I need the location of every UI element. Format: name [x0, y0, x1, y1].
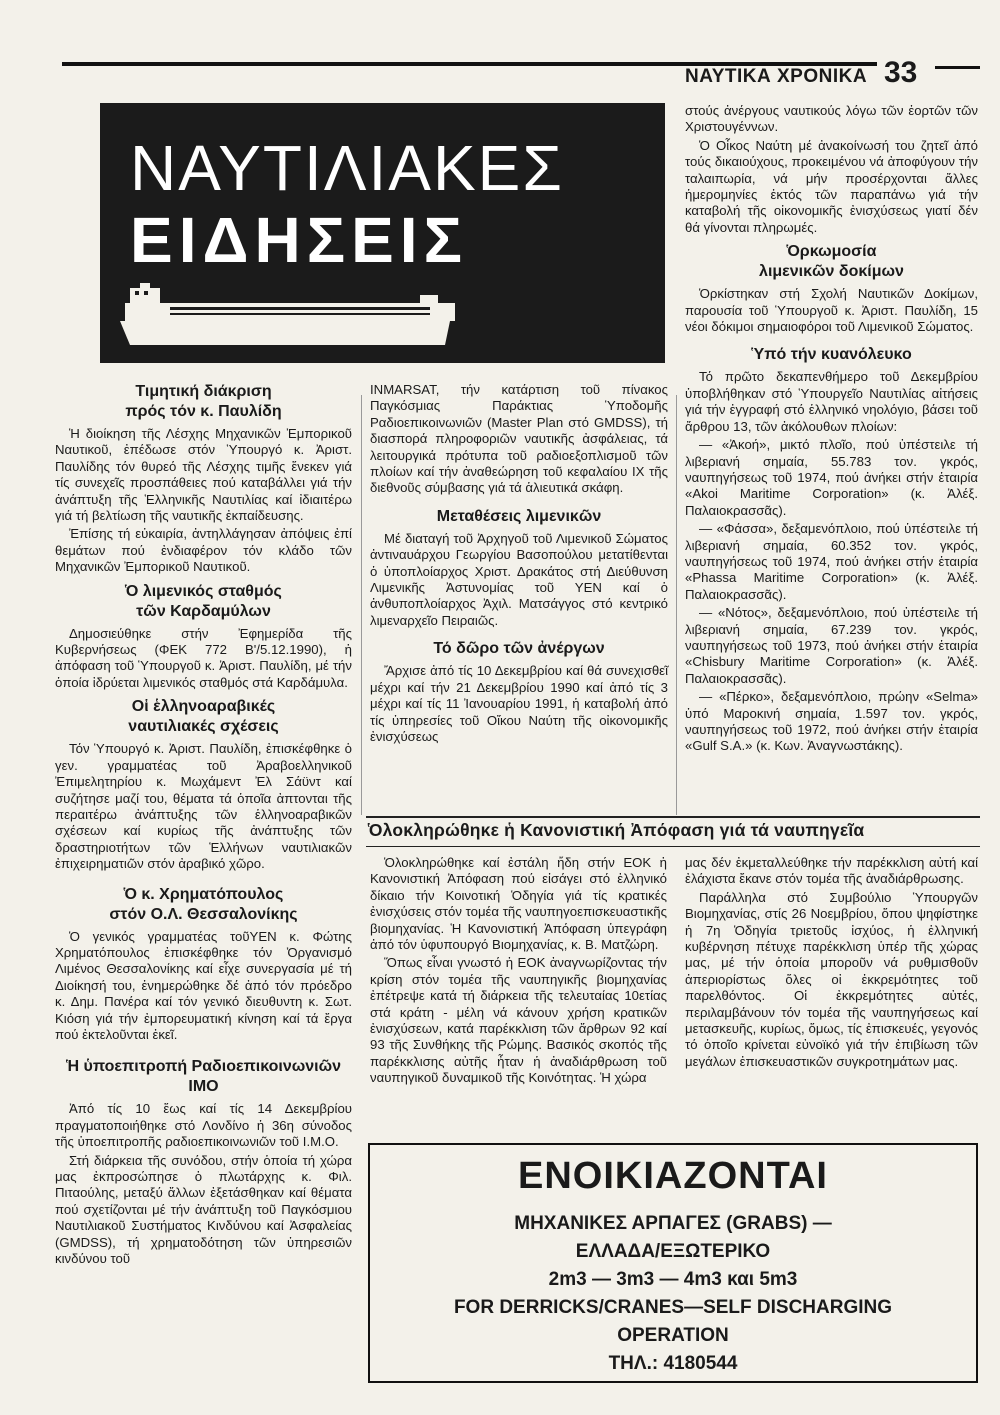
article-paragraph: Ὁλοκληρώθηκε καί ἐστάλη ἤδη στήν ΕΟΚ ἡ Κανονιστική Ἀπόφαση πού εἰσάγει στό ἑλληνικό δίκαιο τήν Κοινοτική Ὁδηγία γιά τίς κρατικές ἐνισχύσεις στόν τομέα τῆς ναυπηγοεπισκευαστικῆς βιομηχανίας. Ἡ Κανονιστική Ἀπόφαση ὑπεγράφη ἀπό τόν ὑφυπουργό Βιομηχανίας, κ. Β. Ματζώρη. — [370, 855, 667, 953]
headline-doro-anergon: Τό δῶρο τῶν ἀνέργων — [433, 640, 605, 658]
article-paragraph: Δημοσιεύθηκε στήν Ἐφημερίδα τῆς Κυβερνήσεως (ΦΕΚ 772 Β'/5.12.1990), ἡ ἀπόφαση τοῦ Ὑπουργοῦ κ. Ἀριστ. Παυλίδη, μέ τήν ὁποία ἱδρύεται λιμενικός σταθμός στά Καρδάμυλα. — [55, 625, 352, 690]
article-paragraph: Ὁρκίστηκαν στή Σχολή Ναυτικῶν Δοκίμων, παρουσία τοῦ Ὑπουργοῦ κ. Ἀριστ. Παυλίδη, 15 νέοι δόκιμοι σημαιοφόροι τοῦ Λιμενικοῦ Σώματος. — [685, 286, 978, 335]
article-paragraph: Τό πρῶτο δεκαπενθήμερο τοῦ Δεκεμβρίου ὑποβλήθηκαν στό Ὑπουργεῖο Ναυτιλίας αἰτήσεις γιά τήν ἐγγραφή στό ἑλληνικό νηολόγιο, βάσει τοῦ ἄρθρου 13, τῶν ἀκόλουθων πλοίων: — [685, 369, 978, 434]
article-paragraph: Ἀπό τίς 10 ἕως καί τίς 14 Δεκεμβρίου πραγματοποιήθηκε στό Λονδίνο ἡ 36η σύνοδος τῆς ὑποεπιτροπῆς ραδιοεπικοινωνιῶν τοῦ Ι.Μ.Ο. — [55, 1101, 352, 1150]
classified-ad — [368, 1143, 978, 1383]
ship-list-item: — «Νότος», δεξαμενόπλοιο, πού ὑπέστειλε τή λιβεριανή σημαία, 67.239 τον. γκρός, ναυπηγήσεως τοῦ 1973, πού ἀνήκει στήν ἑταιρία «Chisbury Maritime Corporation» (κ. Ἀλέξ. Παλαιοκρασσᾶς). — [685, 605, 978, 686]
headline-chrimatopoulos: Ὁ κ. Χρηματόπουλος στόν Ο.Λ. Θεσσαλονίκης — [109, 885, 298, 923]
headline-orkomosia: Ὁρκωμοσία λιμενικῶν δοκίμων — [759, 243, 904, 281]
article-paragraph: INMARSAT, τήν κατάρτιση τοῦ πίνακος Παγκόσμιας Παράκτιας Ὑποδομῆς Ραδιοεπικοινωνιῶν (Master Plan στό GMDSS), τή διασπορά πληροφοριῶν ναυτικῆς ἀσφάλειας, τά λειτουργικά πρότυπα τοῦ ραδιοεξοπλισμοῦ τῶν πλοίων καί τήν ἀναθεώρηση τοῦ κεφαλαίου ΙΧ τῆς διεθνοῦς σύμβασης γιά τά ἁλιευτικά σκάφη. — [370, 382, 668, 496]
article-paragraph: Ὅπως εἶναι γνωστό ἡ ΕΟΚ ἀναγνωρίζοντας τήν κρίση στόν τομέα τῆς ναυπηγικῆς βιομηχανίας ἐπέτρεψε κατά τή διάρκεια τῆς τελευταίας 10ετίας στά κράτη - μέλη νά κάνουν χρήση κρατικῶν ἐνισχύσεων, κατά παρέκκλιση τῶν ἄρθρων 92 καί 93 τῆς Συνθήκης τῆς Ρώμης. Βασικός σκοπός τῆς παρέκκλισης αὐτῆς ἦταν ἡ ἀναδιάρθρωση τοῦ ναυπηγικοῦ δυναμικοῦ τῆς Κοινότητας. Ἡ χώρα — [370, 955, 667, 1086]
column-3 — [685, 103, 978, 757]
ship-illustration — [100, 283, 665, 363]
ad-title: ΕΝΟΙΚΙΑΖΟΝΤΑΙ — [518, 1155, 828, 1197]
feature-rule-bottom — [366, 846, 980, 847]
ship-list-item: — «Πέρκο», δεξαμενόπλοιο, πρώην «Selma» ὑπό Μαροκινή σημαία, 1.597 τον. γκρός, ναυπηγήσεως τοῦ 1972, πού ἀνήκει στήν ἑταιρία «Gulf S.A.» (κ. Κων. Ἀναγνωστάκης). — [685, 689, 978, 754]
ad-phone: ΤΗΛ.: 4180544 — [608, 1353, 738, 1374]
column-2 — [370, 382, 668, 747]
header-rule-right — [935, 66, 980, 69]
headline-timitiki-diakrisi: Τιμητική διάκριση πρός τόν κ. Παυλίδη — [125, 383, 282, 420]
ad-line: ΕΛΛΑΔΑ/ΕΞΩΤΕΡΙΚΟ — [575, 1241, 771, 1262]
ad-line: FOR DERRICKS/CRANES—SELF DISCHARGING — [453, 1297, 893, 1318]
ad-line: OPERATION — [617, 1325, 729, 1346]
article-paragraph: Στή διάρκεια τῆς συνόδου, στήν ὁποία τή χώρα μας ἐκπροσώπησε ὁ πλωτάρχης κ. Φιλ. Πιταούλης, μεταξύ ἄλλων ἐξετάσθηκαν καί θέματα πού σχετίζονται μέ τήν ἀνάπτυξη τοῦ Παγκόσμιου Ναυτιλιακοῦ Συστήματος Κινδύνου καί Ἀσφαλείας (GMDSS), τή χρηματοδότηση τῶν ὑπηρεσιῶν κινδύνου τοῦ — [55, 1152, 352, 1267]
feature-headline: Ὁλοκληρώθηκε ἡ Κανονιστική Ἀπόφαση γιά τά ναυπηγεῖα — [368, 820, 865, 840]
feature-column-1 — [370, 855, 667, 1089]
article-paragraph: Ὁ Οἶκος Ναύτη μέ ἀνακοίνωσή του ζητεῖ ἀπό τούς δικαιούχους, προκειμένου νά ἀποφύγουν τήν ταλαιπωρία, νά μήν προσέρχονται ἄλλες ἡμερομηνίες ἐκτός τῶν παραπάνω γιά τήν καταβολή τῆς οἰκονομικῆς ἐνισχύσεως γιατί δέν θά γίνονται πληρωμές. — [685, 137, 978, 235]
headline-limenikos-stathmos: Ὁ λιμενικός σταθμός τῶν Καρδαμύλων — [125, 582, 282, 620]
headline-ypoepitropi-imo: Ἡ ὑποεπιτροπή Ραδιοεπικοινωνιῶν ΙΜΟ — [65, 1058, 342, 1096]
article-paragraph: Μέ διαταγή τοῦ Ἀρχηγοῦ τοῦ Λιμενικοῦ Σώματος ἀντιναυάρχου Γεωργίου Βασοπούλου μετατίθενται ὁ ὑποπλοίαρχος Χριστ. Δρακάτος στή Διεύθυνση Λιμενικῆς Ἀστυνομίας τοῦ ΥΕΝ καί ὁ ἀνθυποπλοίαρχος Ἀχιλ. Ματσάγγος στό κεντρικό λιμεναρχεῖο Πειραιῶς. — [370, 530, 668, 628]
feature-rule-top — [366, 816, 980, 818]
article-paragraph: Ἡ διοίκηση τῆς Λέσχης Μηχανικῶν Ἐμπορικοῦ Ναυτικοῦ, ἐπέδωσε στόν Ὑπουργό κ. Ἀριστ. Παυλίδης τόν θυρεό τῆς Λέσχης τιμῆς ἕνεκεν γιά τίς συνεχεῖς προσπάθειες πού καταβάλλει γιά τήν ἀνάπτυξη τῆς Ἑλληνικῆς Ναυτιλίας καί ἰδιαιτέρω γιά τή βελτίωση τῆς ναυτικῆς ἐκπαίδευσης. — [55, 426, 352, 524]
column-divider — [361, 395, 362, 815]
headline-metatheseis-limenikon: Μεταθέσεις λιμενικῶν — [436, 507, 602, 525]
headline-kyanoleyko: Ὑπό τήν κυανόλευκο — [751, 346, 912, 364]
article-paragraph: Ὁ γενικός γραμματέας τοῦΥΕΝ κ. Φώτης Χρηματόπουλος ἐπισκέφθηκε τόν Ὀργανισμό Λιμένος Θεσσαλονίκης καί εἶχε συνεργασία μέ τή Διοίκησή του, ἐνημερώθηκε δέ ἀπό τόν πρόεδρο κ. Δημ. Πανέρα καί τόν γενικό διευθυντη κ. Σωτ. Κιόση γιά τήν ἐμπορευματική κίνηση καί τά ἔργα πού ἐκτελοῦνται ἐκεῖ. — [55, 928, 352, 1042]
article-paragraph: Ἄρχισε ἀπό τίς 10 Δεκεμβρίου καί θά συνεχισθεῖ μέχρι καί τήν 21 Δεκεμβρίου 1990 καί ἀπό τίς 3 μέχρι καί τίς 11 Ἰανουαρίου 1991, ἡ καταβολή ἀπό τίς ὑπηρεσίες τοῦ Οἴκου Ναύτη τῆς οἰκονομικῆς ἐνισχύσεως — [370, 663, 668, 744]
article-paragraph: Τόν Ὑπουργό κ. Ἀριστ. Παυλίδη, ἐπισκέφθηκε ὁ γεν. γραμματέας τοῦ Ἀραβοελληνικοῦ Ἐπιμελητηρίου κ. Μωχάμεντ Ἐλ Σάϋντ καί συζήτησε μαζί του, θέματα τά ὁποῖα ἀπτονται τῆς περαιτέρω ἀνάπτυξης τῶν ἑλληνοαραβικῶν σχέσεων καί κυρίως τῆς ἀνάπτυξης τῶν δραστηριοτήτων τῶν Ἑλλήνων ναυτιλιακῶν ἐπιχειρηματιῶν στόν ἀραβικό χῶρο. — [55, 741, 352, 872]
article-paragraph: στούς ἀνέργους ναυτικούς λόγω τῶν ἑορτῶν τῶν Χριστουγέννων. — [685, 103, 978, 135]
ad-line: ΜΗΧΑΝΙΚΕΣ ΑΡΠΑΓΕΣ (GRABS) — — [514, 1213, 832, 1234]
page-number: 33 — [884, 56, 918, 89]
feature-column-2 — [685, 855, 978, 1072]
article-paragraph: Παράλληλα στό Συμβούλιο Ὑπουργῶν Βιομηχανίας, στίς 26 Νοεμβρίου, ὅπου ψηφίστηκε ἡ 7η Ὁδηγία τριετοῦς ἰσχύος, ἡ ἑλληνική κυβέρνηση πέτυχε παρέκκλιση ὑπέρ τῆς χώρας μας, μέ τήν ὁποία μποροῦν νά ρυθμισθοῦν ἀπεριορίστως ὅλες οἱ ἐκκρεμότητες τοῦ παρελθόντος. Οἱ ἐκκρεμότητες αὐτές, περιλαμβάνουν τόν τομέα τῆς ναυπηγήσεως καί μετασκευῆς, κυρίως, ὅμως, τίς ἐπισκευές, γεγονός τό ὁποῖο κρίνεται εὐνοϊκό γιά τήν ἐπιβίωση τῶν μεγάλων ἐπισκευαστικῶν συγκροτημάτων μας. — [685, 889, 978, 1069]
ship-list-item: — «Φάσσα», δεξαμενόπλοιο, πού ὑπέστειλε τή λιβεριανή σημαία, 60.352 τον. γκρός, ναυπηγήσεως τοῦ 1974, πού ἀνήκει στήν ἑταιρία «Phassa Maritime Corporation» (κ. Ἀλέξ. Παλαιοκρασσᾶς). — [685, 521, 978, 602]
section-title-box — [100, 103, 665, 363]
column-1 — [55, 382, 352, 1269]
section-title-line2: ΕΙΔΗΣΕΙΣ — [130, 204, 468, 276]
ad-line: 2m3 — 3m3 — 4m3 και 5m3 — [548, 1269, 798, 1290]
headline-ellinoaravikes-scheseis: Οἱ ἑλληνοαραβικές ναυτιλιακές σχέσεις — [128, 698, 279, 736]
column-divider — [676, 395, 677, 815]
article-paragraph: Ἐπίσης τή εὐκαιρία, ἀντηλλάγησαν ἀπόψεις ἐπί θεμάτων πού ἐνδιαφέρον τόν κλάδο τῶν Μηχανικῶν Ἐμπορικοῦ Ναυτικοῦ. — [55, 526, 352, 575]
section-title-line1: ΝΑΥΤΙΛΙΑΚΕΣ — [130, 132, 564, 204]
masthead-name: ΝΑΥΤΙΚΑ ΧΡΟΝΙΚΑ — [685, 66, 868, 87]
ship-list-item: — «Ἀκοή», μικτό πλοῖο, πού ὑπέστειλε τή λιβεριανή σημαία, 55.783 τον. γκρός, ναυπηγήσεως τοῦ 1974, πού ἀνήκει στήν ἑταιρία «Akoi Maritime Corporation» (κ. Ἀλέξ. Παλαιοκρασσᾶς). — [685, 437, 978, 518]
article-paragraph: μας δέν ἐκμεταλλεύθηκε τήν παρέκκλιση αὐτή καί ἐλάχιστα ἔκανε στόν τομέα τῆς ἀναδιάρθρωσης. — [685, 855, 978, 887]
